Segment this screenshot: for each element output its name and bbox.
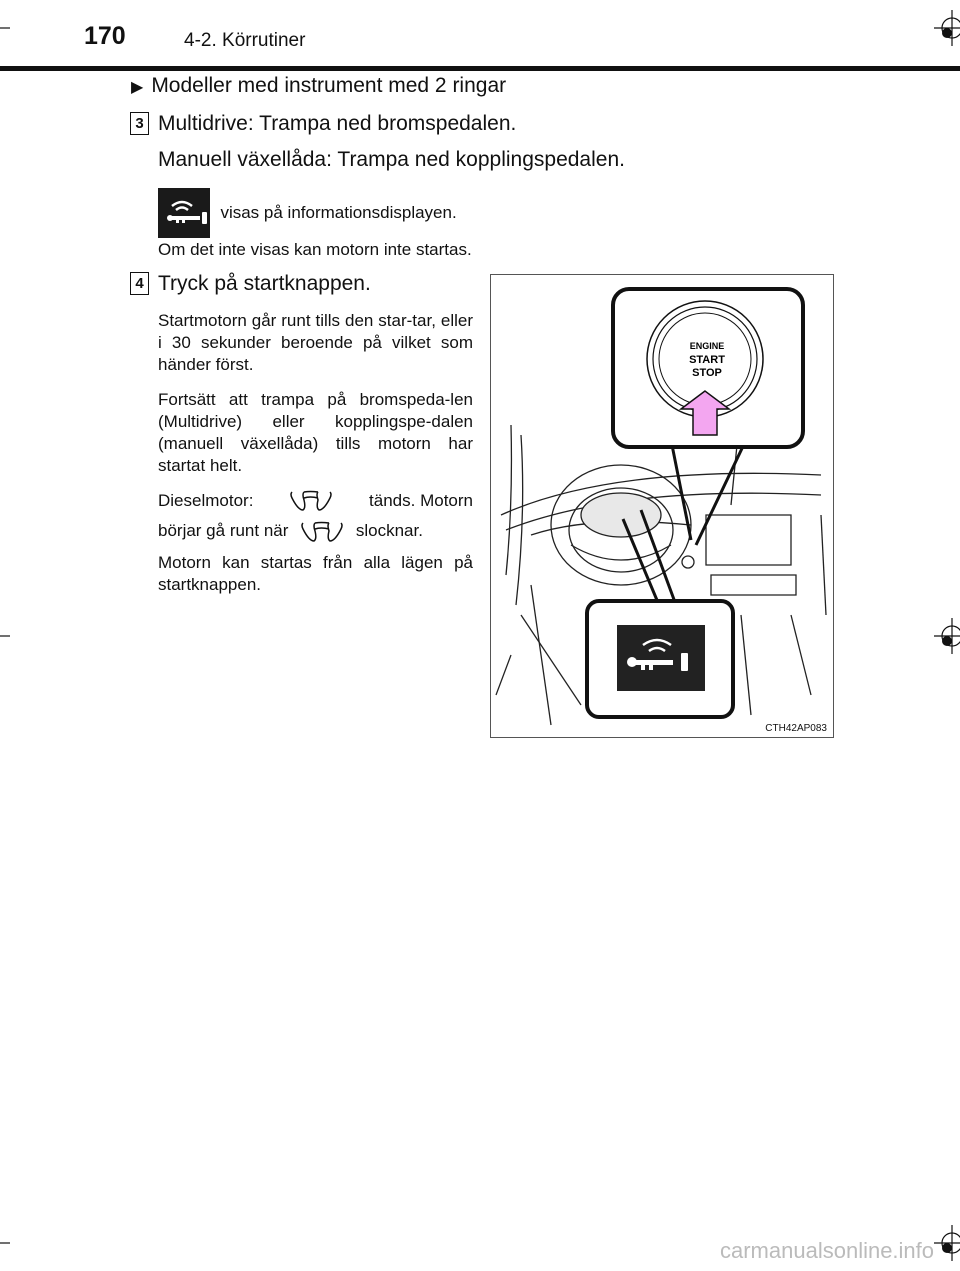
diesel-label: Dieselmotor: (158, 491, 254, 510)
starts-text: börjar gå runt när (158, 521, 289, 540)
watermark: carmanualsonline.info (720, 1238, 935, 1263)
step-4-para3-line1 (158, 490, 473, 512)
key-indicator-icon (158, 188, 210, 238)
step-4-para4: Motorn kan startas från alla lägen på startknappen. (158, 553, 473, 594)
button-line2: START (689, 354, 725, 366)
step-4-badge: 4 (130, 272, 149, 295)
step-4-para2: Fortsätt att trampa på bromspeda-len (Multidrive) eller kopplingspe-dalen (manuell växellåda) tills motorn har startat helt. (158, 390, 473, 475)
step-3-badge: 3 (130, 112, 149, 135)
section-title: 4-2. Körrutiner (184, 30, 306, 51)
button-line1: ENGINE (689, 341, 725, 351)
page-number: 170 (84, 22, 126, 50)
glow-plug-icon (299, 521, 345, 543)
model-heading (131, 74, 506, 98)
step-4-para1: Startmotorn går runt tills den star-tar, eller i 30 sekunder beroende på vilket som händer först. (158, 311, 473, 374)
goes-out-text: slocknar. (355, 521, 423, 540)
step-3-line2: Manuell växellåda: Trampa ned kopplingspedalen. (158, 148, 625, 171)
glow-plug-icon (288, 490, 334, 512)
dashboard-illustration (491, 275, 833, 737)
step-3-note: Om det inte visas kan motorn inte startas. (158, 240, 472, 259)
model-heading-text: Modeller med instrument med 2 ringar (151, 74, 507, 97)
step-4-title: Tryck på startknappen. (158, 272, 371, 295)
dashboard-figure (490, 274, 834, 738)
indicator-text: visas på informationsdisplayen. (220, 203, 457, 222)
triangle-bullet-icon: ▶ (131, 79, 144, 96)
diesel-text-after: tänds. Motorn (369, 491, 473, 510)
figure-code: CTH42AP083 (765, 723, 827, 734)
step-3-line1: Multidrive: Trampa ned bromspedalen. (158, 112, 517, 135)
button-line3: STOP (692, 367, 722, 379)
indicator-row (158, 188, 457, 238)
header-rule (0, 66, 960, 71)
step-4-para3-line2 (158, 520, 423, 543)
